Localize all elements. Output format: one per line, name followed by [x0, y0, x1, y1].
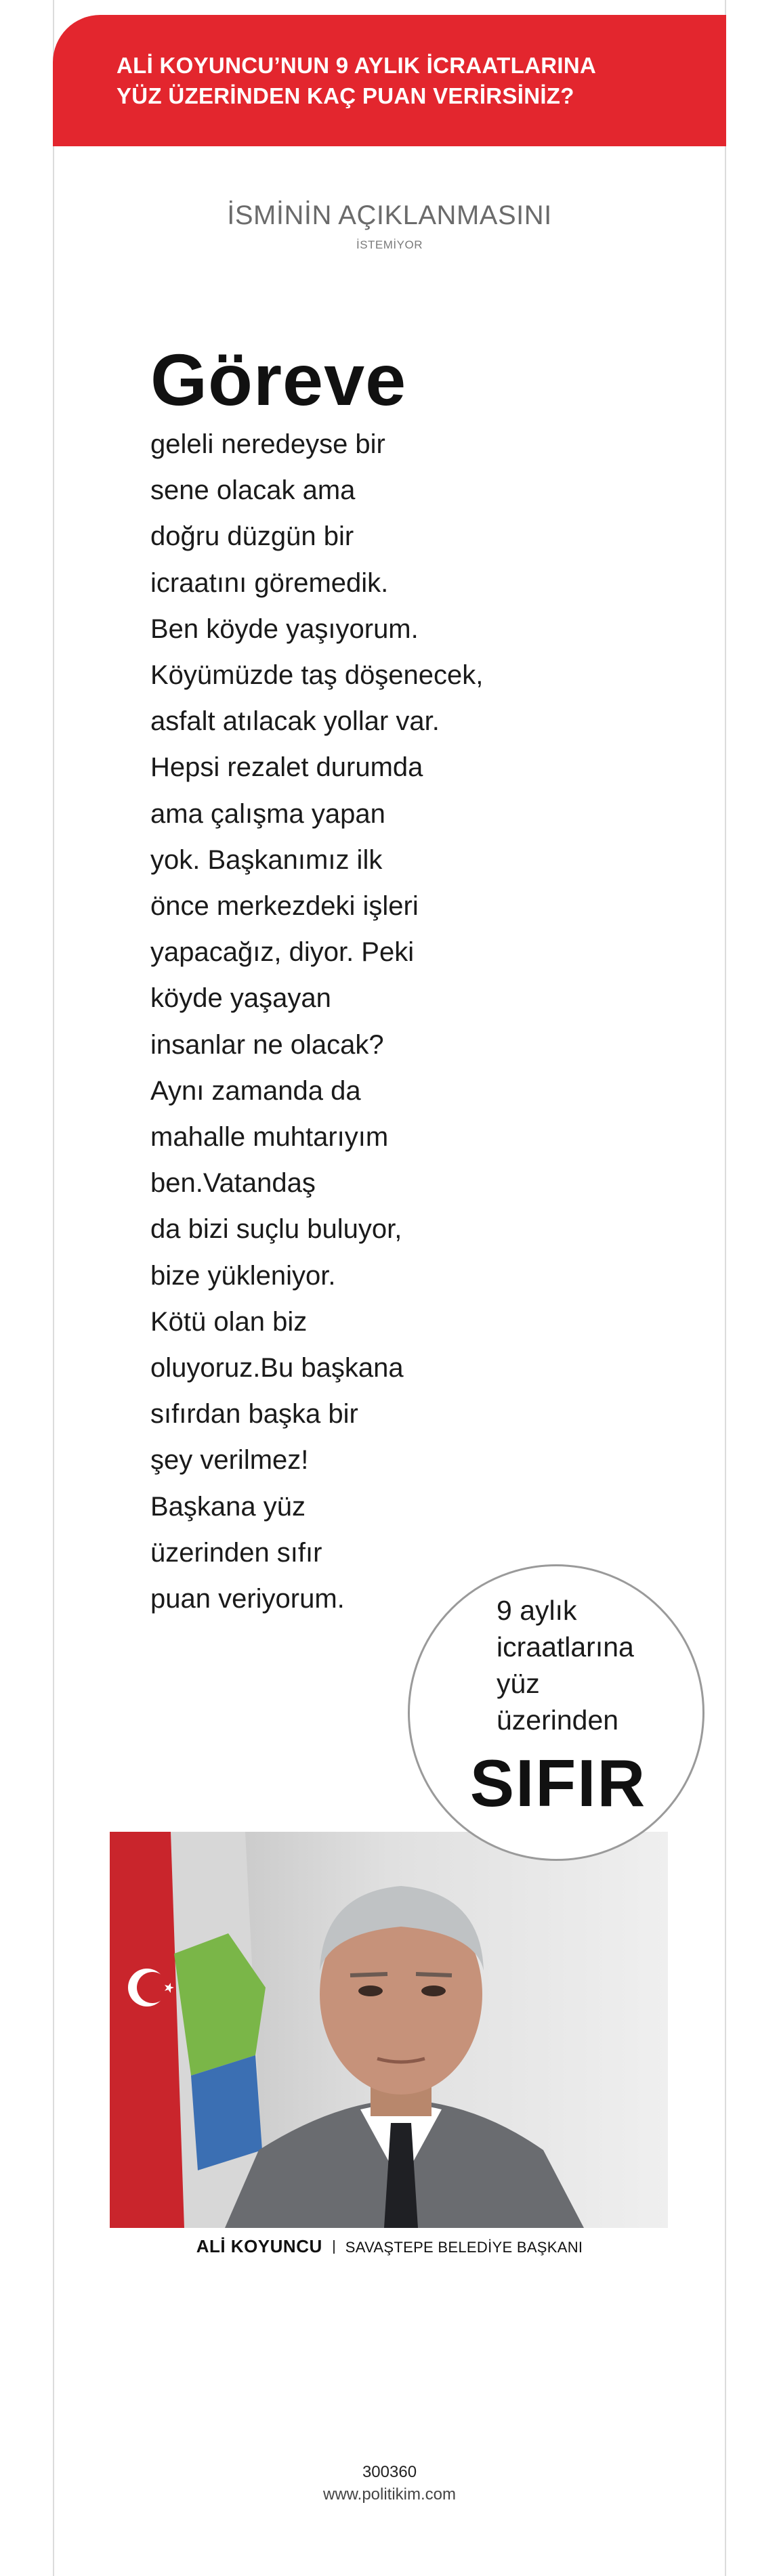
article-line: bize yükleniyor. [150, 1260, 336, 1291]
photo-caption [0, 2236, 779, 2257]
score-badge [408, 1564, 704, 1861]
article-lead-word: Göreve [150, 339, 407, 421]
header-line-1: ALİ KOYUNCU’NUN 9 AYLIK İCRAATLARINA [117, 53, 597, 78]
article-line: sıfırdan başka bir [150, 1399, 358, 1430]
score-label-line: icraatlarına [497, 1631, 634, 1662]
caption-name: ALİ KOYUNCU [196, 2236, 322, 2256]
article-line: ama çalışma yapan [150, 798, 385, 829]
article-line: oluyoruz.Bu başkana [150, 1353, 404, 1383]
article-line: yok. Başkanımız ilk [150, 844, 383, 875]
article-line: ben.Vatandaş [150, 1168, 316, 1199]
score-label [497, 1592, 634, 1738]
article-line: geleli neredeyse bir [150, 429, 385, 459]
article-body [150, 421, 530, 1622]
source-subtitle: İSTEMİYOR [356, 238, 423, 251]
article-line: doğru düzgün bir [150, 521, 354, 552]
source-name: İSMİNİN AÇIKLANMASINI [227, 200, 552, 230]
article-line: da bizi suçlu buluyor, [150, 1214, 402, 1245]
article-line: Ben köyde yaşıyorum. [150, 614, 419, 644]
article-line: asfalt atılacak yollar var. [150, 706, 440, 737]
footer-url[interactable]: www.politikim.com [322, 2485, 457, 2504]
article-line: köyde yaşayan [150, 983, 331, 1014]
mayor-portrait-photo [110, 1832, 668, 2228]
score-label-line: üzerinden [497, 1704, 619, 1736]
article-line: şey verilmez! [150, 1445, 309, 1476]
score-label-line: 9 aylık [497, 1595, 577, 1626]
article-line: yapacağız, diyor. Peki [150, 937, 415, 968]
article-line: mahalle muhtarıyım [150, 1122, 389, 1153]
score-label-line: yüz [497, 1668, 540, 1699]
caption-separator [333, 2240, 335, 2254]
article-line: sene olacak ama [150, 475, 356, 506]
article-line: Köyümüzde taş döşenecek, [150, 660, 484, 691]
portrait-illustration [110, 1832, 668, 2228]
header-line-2: YÜZ ÜZERİNDEN KAÇ PUAN VERİRSİNİZ? [117, 83, 574, 108]
header-banner [53, 15, 726, 146]
article-line: Kötü olan biz [150, 1306, 308, 1337]
footer-code: 300360 [362, 2463, 417, 2481]
article-line: insanlar ne olacak? [150, 1029, 384, 1060]
article-line: puan veriyorum. [150, 1584, 345, 1614]
article-line: Aynı zamanda da [150, 1075, 361, 1106]
article-line: üzerinden sıfır [150, 1537, 322, 1568]
article-line: icraatını göremedik. [150, 567, 389, 598]
caption-title: SAVAŞTEPE BELEDİYE BAŞKANI [345, 2239, 583, 2256]
article-line: önce merkezdeki işleri [150, 891, 419, 922]
article-line: Başkana yüz [150, 1491, 306, 1522]
score-value: SIFIR [469, 1746, 647, 1820]
article-line: Hepsi rezalet durumda [150, 752, 423, 783]
